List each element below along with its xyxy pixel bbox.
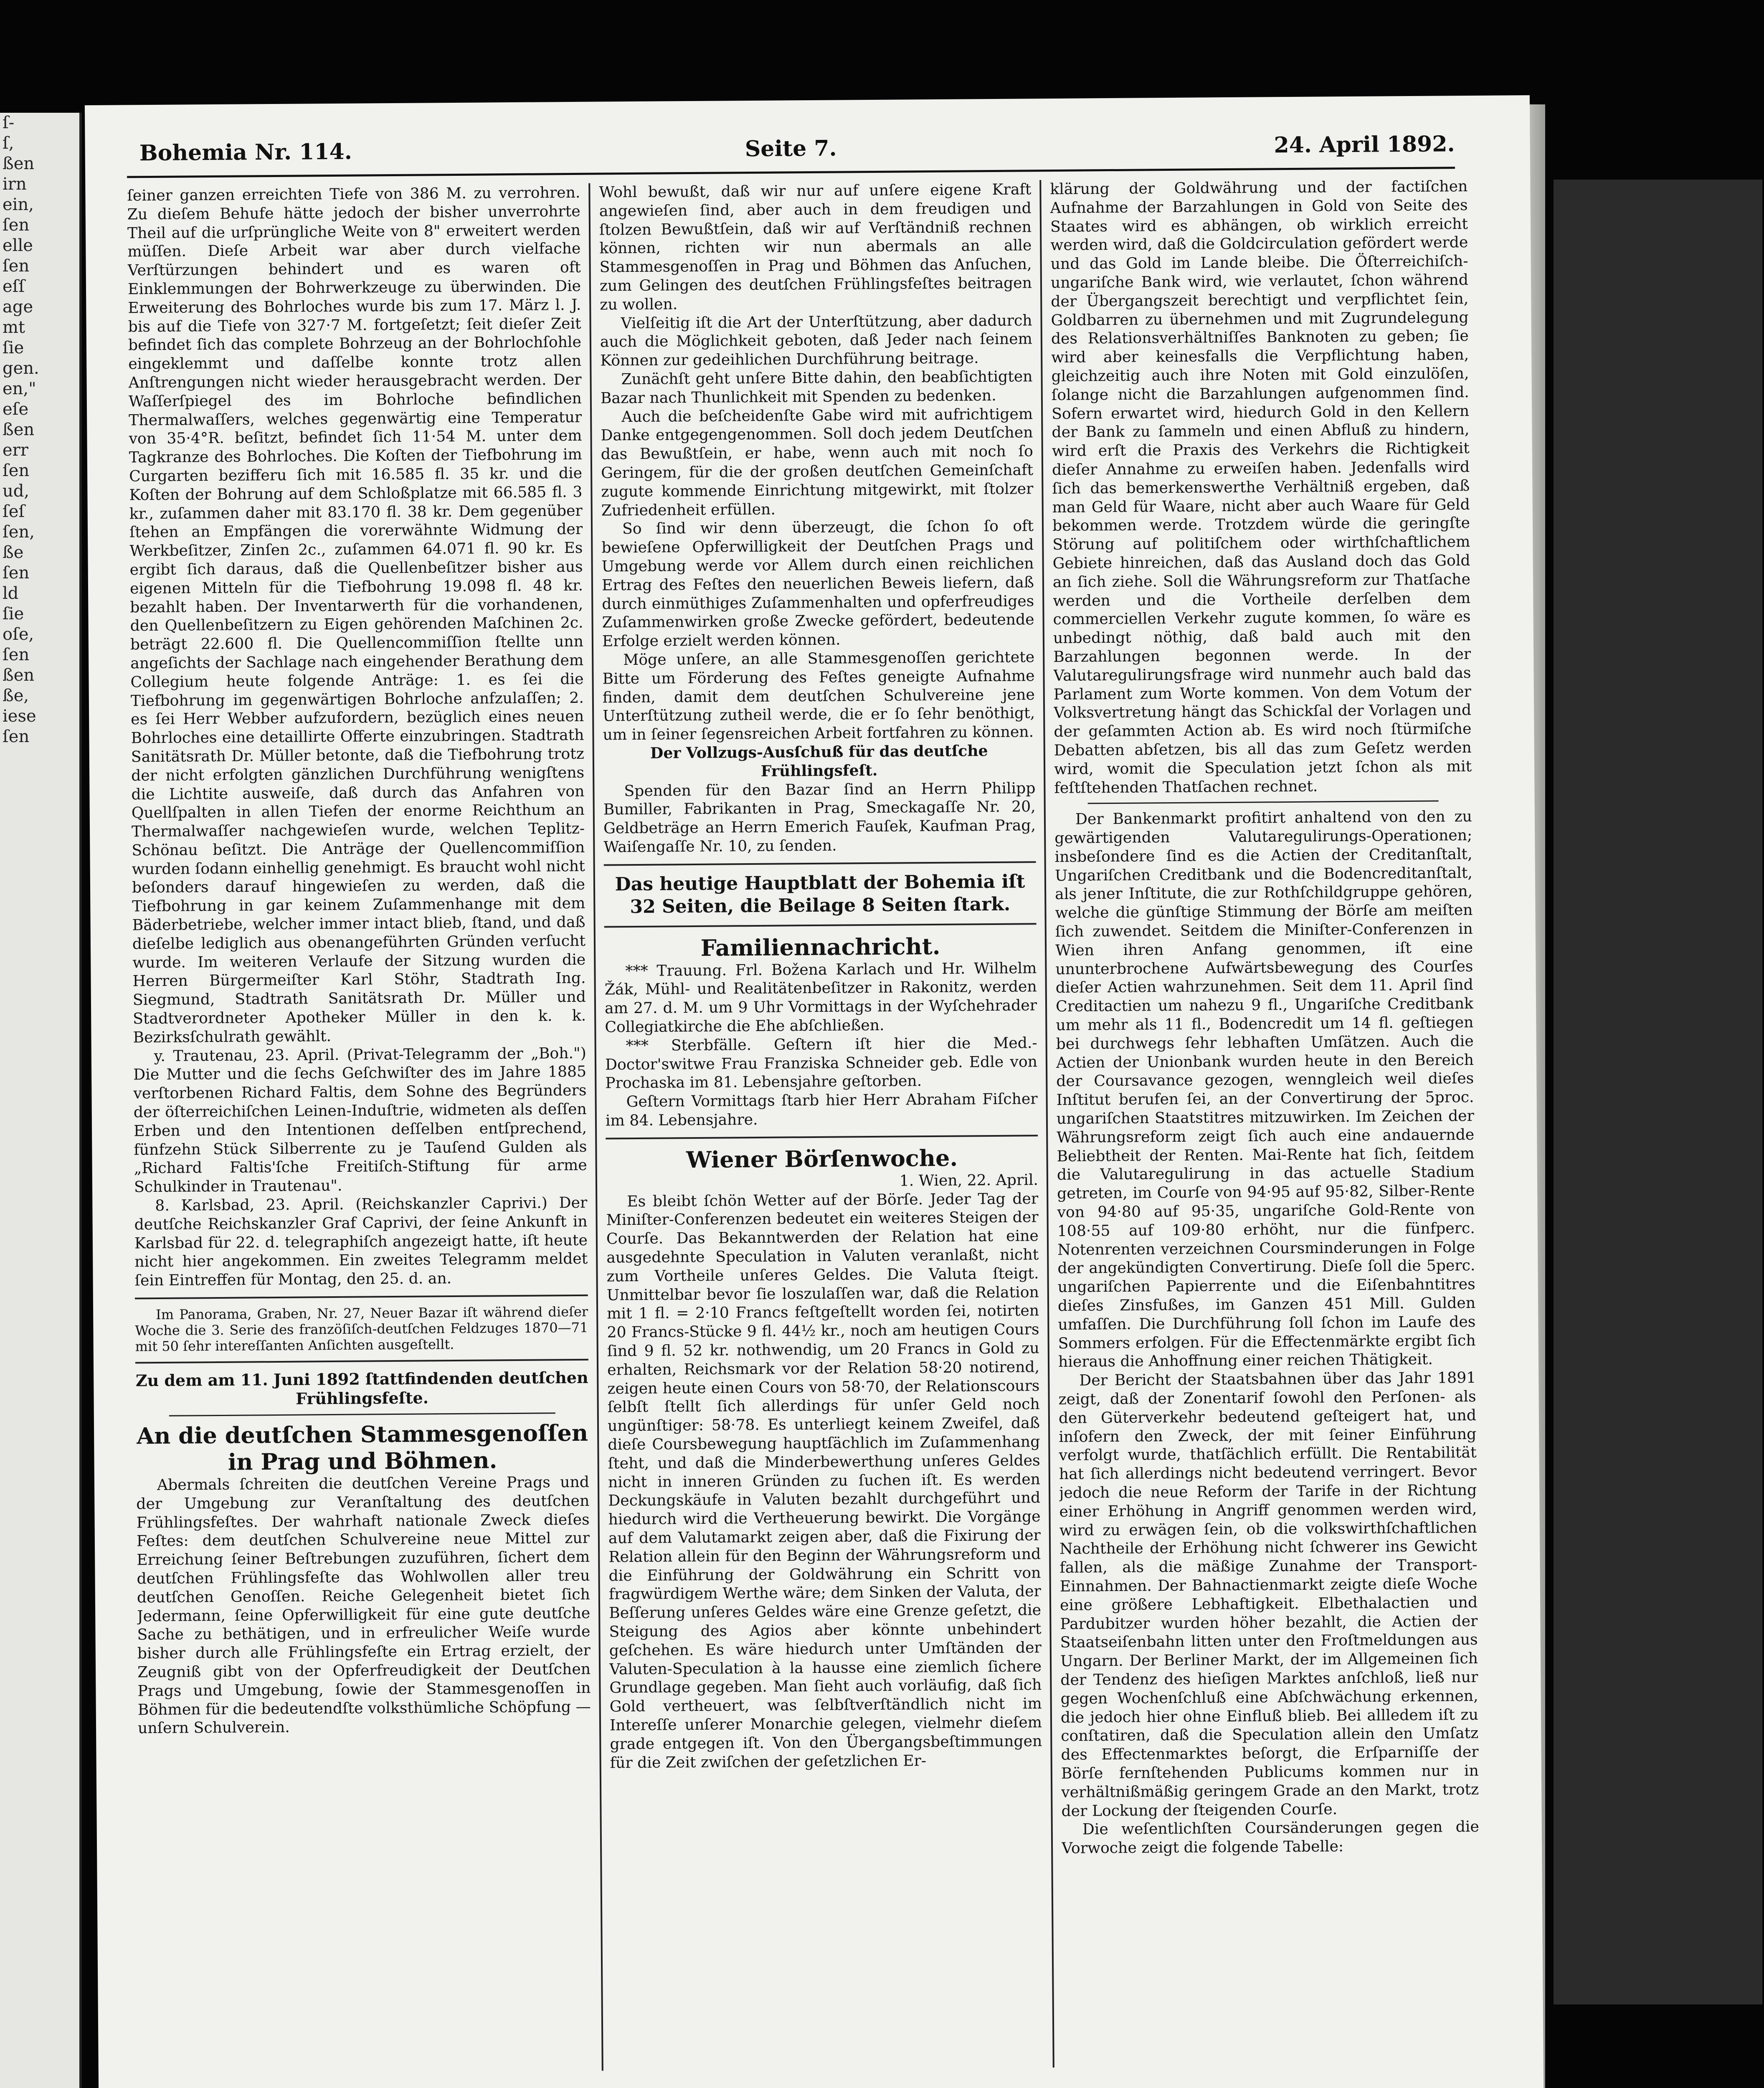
adjacent-page-line: ein,	[3, 195, 34, 214]
adjacent-page-line: irn	[3, 175, 27, 194]
notice-panorama: Im Panorama, Graben, Nr. 27, Neuer Bazar iſt während dieſer Woche die 3. Serie des franzöſiſch-deutſchen Feldzuges 1870—71 mit 50 ſehr intereſſanten Anſichten ausgeſtellt.	[135, 1303, 588, 1355]
adjacent-page-line: ſen	[3, 645, 30, 664]
adjacent-page-line: age	[3, 297, 33, 317]
adjacent-page-line: ud,	[3, 481, 30, 501]
adjacent-page-line: elle	[3, 236, 33, 255]
article-karlsbad: 8. Karlsbad, 23. April. (Reichskanzler Caprivi.) Der deutſche Reichskanzler Graf Caprivi, der ſeine Ankunft in Karlsbad für 22. d. telegraphiſch angezeigt hatte, iſt heute nicht hier angekommen. Ein zweites Telegramm meldet ſein Eintreffen für Montag, den 25. d. an.	[134, 1193, 588, 1290]
adjacent-page-line: ſen	[3, 727, 30, 746]
page-number: Seite 7.	[745, 135, 837, 162]
adjacent-page-line: ld	[3, 584, 19, 603]
divider	[135, 1359, 588, 1364]
family-news-death: *** Sterbfälle. Geſtern iſt hier die Med.-Doctor'switwe Frau Franziska Schneider geb. Edle von Prochaska im 81. Lebensjahre geſtorben.	[605, 1034, 1038, 1092]
adjacent-page-line: err	[3, 441, 28, 460]
divider	[604, 861, 1036, 866]
adjacent-page-line: ſen	[3, 215, 30, 235]
adjacent-page-line: ſ,	[3, 134, 14, 153]
divider	[604, 923, 1037, 927]
appeal-signature: Der Vollzugs-Ausſchuß für das deutſche Frühlingsfeſt.	[650, 741, 988, 780]
family-news-death-2: Geſtern Vormittags ſtarb hier Herr Abraham Fiſcher im 84. Lebensjahre.	[605, 1090, 1038, 1130]
appeal-request: Zunächſt geht unſere Bitte dahin, den beabſichtigten Bazar nach Thunlichkeit mit Spenden zu bedenken.	[600, 367, 1033, 407]
scan-background	[1554, 180, 1762, 2004]
adjacent-page-line: iese	[3, 707, 36, 726]
adjacent-page-line: ßen	[3, 420, 35, 439]
adjacent-page-line: en,"	[3, 379, 36, 398]
appeal-continued: Wohl bewußt, daß wir nur auf unſere eigene Kraft angewieſen ſind, aber auch in dem freudigen und ſtolzen Bewußtſein, daß wir auf Verſtändniß rechnen können, richten wir nun abermals an alle Stammesgenoſſen in Prag und Böhmen das Anſuchen, zum Gelingen des deutſchen Frühlingsfeſtes beitragen zu wollen.	[599, 180, 1032, 314]
adjacent-page-line: ßen	[3, 154, 35, 173]
issue-notice: Das heutige Hauptblatt der Bohemia iſt 32 Seiten, die Beilage 8 Seiten ſtark.	[615, 871, 1025, 917]
divider	[1088, 801, 1439, 804]
appeal-closing: Möge unſere, an alle Stammesgenoſſen gerichtete Bitte um Förderung des Feſtes geneigte Aufnahme finden, damit dem deutſchen Schulvereine jene Unterſtützung zutheil werde, die er ſo ſehr benöthigt, um in ſeiner ſegensreichen Arbeit fortfahren zu können.	[602, 648, 1035, 744]
appeal-text: Abermals ſchreiten die deutſchen Vereine Prags und der Umgebung zur Veranſtaltung des deutſchen Frühlingsfeſtes. Der wahrhaft nationale Zweck dieſes Feſtes: dem deutſchen Schulvereine neue Mittel zur Erreichung ſeiner Beſtrebungen zuzuführen, ſichert dem deutſchen Frühlingsfeſte das Wohlwollen aller treu deutſchen Genoſſen. Reiche Gelegenheit bietet ſich Jedermann, ſeine Opferwilligkeit für eine gute deutſche Sache zu bethätigen, und in erfreulicher Weiſe wurde bisher durch alle Frühlingsfeſte ein Ertrag erzielt, der Zeugniß gibt von der Opferfreudigkeit der Deutſchen Prags und Umgebung, ſowie der Stammesgenoſſen in Böhmen für die bedeutendſte volksthümliche Schöpfung — unſern Schulverein.	[136, 1472, 591, 1737]
appeal-support: Vielſeitig iſt die Art der Unterſtützung, aber dadurch auch die Möglichkeit geboten, daß Jeder nach ſeinem Können zur gedeihlichen Durchführung beitrage.	[600, 311, 1033, 370]
stock-week-text: Es bleibt ſchön Wetter auf der Börſe. Jeder Tag der Miniſter-Conferenzen bedeutet ein weiteres Steigen der Courſe. Das Bekanntwerden der Relation hat eine ausgedehnte Speculation in Valuten veranlaßt, nicht zum Vortheile unſeres Geldes. Die Valuta ſteigt. Unmittelbar bevor ſie loszulaſſen war, daß die Relation mit 1 fl. = 2·10 Francs feſtgeſtellt worden ſei, notirten 20 Francs-Stücke 9 fl. 44½ kr., noch am heutigen Cours ſind 9 fl. 52 kr. nothwendig, um 20 Francs in Gold zu erhalten, Reichsmark vor der Relation 58·20 notirend, zeigen heute einen Cours von 58·70, der Relationscours ſelbſt ſtellt ſich allerdings für unſer Geld noch ungünſtiger: 58·78. Es unterliegt keinem Zweifel, daß dieſe Coursbewegung hauptſächlich im Zuſammenhang ſteht, und daß die Minderbewerthung unſeres Geldes nicht in inneren Gründen zu ſuchen iſt. Es werden Deckungskäufe in Valuten bezahlt durchgeführt und hiedurch wird die Vertheuerung bewirkt. Die Vorgänge auf dem Valutamarkt zeigen aber, daß die Fixirung der Relation allein für den Beginn der Währungsreform und die Einführung der Goldwährung ein Schritt von fragwürdigem Werthe wäre; dem Sinken der Valuta, der Beſſerung unſeres Geldes wäre eine Grenze geſetzt, die Steigung des Agios aber könnte unbehindert geſchehen. Es wäre hiedurch unter Umſtänden der Valuten-Speculation à la hausse eine ziemlich ſichere Grundlage gegeben. Man ſieht auch vorläufig, daß ſich Gold vertheuert, was ſelbſtverſtändlich nicht im Intereſſe unſerer Monarchie gelegen, vielmehr dieſem grade entgegen iſt. Von den Übergangsbeſtimmungen für die Zeit zwiſchen der geſetzlichen Er-	[606, 1189, 1042, 1772]
divider	[135, 1295, 588, 1300]
adjacent-page-line: ſen	[3, 256, 30, 276]
article-text: ſeiner ganzen erreichten Tiefe von 386 M. zu verrohren. Zu dieſem Behufe hätte jedoch der bisher unverrohrte Theil auf die urſprüngliche Weite von 8" erweitert werden müſſen. Dieſe Arbeit war aber durch vielfache Verſtürzungen behindert und es waren oft Einklemmungen der Bohrwerkzeuge zu überwinden. Die Erweiterung des Bohrloches wurde bis zum 17. März l. J. bis auf die Tiefe von 327·7 M. fortgeſetzt; ſeit dieſer Zeit befindet ſich das complete Bohrzeug an der Bohrlochſohle eingeklemmt und daſſelbe konnte trotz allen Anſtrengungen nicht wieder herausgebracht werden. Der Waſſerſpiegel des im Bohrloche befindlichen Thermalwaſſers, welches gegenwärtig eine Temperatur von 35·4°R. beſitzt, befindet ſich 11·54 M. unter dem Tagkranze des Bohrloches. Die Koſten der Tiefbohrung im Curgarten bezifferu ſich mit 16.585 fl. 35 kr. und die Koſten der Bohrung auf dem Schloßplatze mit 66.585 fl. 3 kr., zuſammen daher mit 83.170 fl. 38 kr. Dem gegenüber ſtehen an Empfängen die vorerwähnte Widmung der Werkbeſitzer, Zinſen 2c., zuſammen 64.071 fl. 90 kr. Es ergibt ſich daraus, daß die Quellenbeſitzer bisher aus eigenen Mitteln für die Tiefbohrung 19.098 fl. 48 kr. bezahlt haben. Der Inventarwerth für die vorhandenen, den Quellenbeſitzern zu Eigen gehörenden Maſchinen 2c. beträgt 22.600 fl. Die Quellencommiſſion ſtellte unn angeſichts der Sachlage nach eingehender Berathung dem Collegium heute folgende Anträge: 1. es ſei die Tiefbohrung im gegenwärtigen Bohrloche anfzulaſſen; 2. es ſei Herr Webber aufzufordern, bezüglich eines neuen Bohrloches eine detaillirte Offerte einzubringen. Stadtrath Sanitätsrath Dr. Müller betonte, daß die Tiefbohrung trotz der nicht erfolgten gänzlichen Durchführung wenigſtens die Lichtite ausweiſe, daß durch das Anfahren von Quellſpalten in allen Tiefen der enorme Reichthum an Thermalwaſſer nachgewieſen wurde, welchen Teplitz-Schönau beſitzt. Die Anträge der Quellencommiſſion wurden ſodann einhellig genehmigt. Es braucht wohl nicht beſonders darauf hingewieſen zu werden, daß die Tiefbohrung in gar keinem Zuſammenhange mit dem Bäderbetriebe, welcher immer intact blieb, ſtand, und daß dieſelbe lediglich aus obenangeführten Gründen verſucht wurde. Im weiteren Verlaufe der Sitzung wurden die Herren Bürgermeiſter Karl Stöhr, Stadtrath Ing. Siegmund, Stadtrath Sanitätsrath Dr. Müller und Stadtverordneter Apotheker Müller in den k. k. Bezirksſchulrath gewählt.	[127, 183, 586, 1047]
adjacent-page-line: ße	[3, 543, 24, 562]
appeal-title: An die deutſchen Stammesgenoſſen in Prag und Böhmen.	[136, 1419, 588, 1475]
divider	[606, 1135, 1038, 1139]
adjacent-page-line: gen.	[3, 359, 39, 378]
page-header	[127, 131, 1455, 174]
masthead: Bohemia Nr. 114.	[139, 139, 352, 166]
appeal-donations: Spenden für den Bazar ſind an Herrn Philipp Bumiller, Fabrikanten in Prag, Smeckagaſſe Nr. 20, Geldbeträge an Herrn Emerich Fauſek, Kaufman Prag, Waiſengaſſe Nr. 10, zu ſenden.	[603, 778, 1036, 856]
stock-week-table-intro: Die weſentlichſten Coursänderungen gegen die Vorwoche zeigt die folgende Tabelle:	[1061, 1817, 1479, 1857]
appeal-conviction: So ſind wir denn überzeugt, die ſchon ſo oft bewieſene Opferwilligkeit der Deutſchen Prags und Umgebung werde vor Allem durch einen reichlichen Ertrag des Feſtes den neuerlichen Beweis liefern, daß durch einmüthiges Zuſammenhalten und opferfreudiges Zuſammenwirken große Zwecke gefördert, bedeutende Erfolge erzielt werden können.	[601, 517, 1034, 650]
adjacent-page-line: ſen	[3, 461, 30, 480]
adjacent-page-line: oſe,	[3, 625, 34, 644]
family-news-title: Familiennachricht.	[700, 933, 940, 961]
adjacent-page-line: ſen	[3, 563, 30, 583]
column-1	[127, 183, 593, 2074]
appeal-gift: Auch die beſcheidenſte Gabe wird mit aufrichtigem Danke entgegengenommen. Soll doch jedem Deutſchen das Bewußtſein, er habe, wenn auch mit noch ſo Geringem, für die der großen deutſchen Gemeinſchaft zugute kommende Einrichtung mitgewirkt, mit ſtolzer Zufriedenheit erfüllen.	[601, 404, 1034, 519]
stock-week-title: Wiener Börſenwoche.	[686, 1144, 958, 1173]
adjacent-page-line: eſe	[3, 400, 29, 419]
adjacent-page-line: ſeſ	[3, 502, 25, 521]
newspaper-page	[85, 95, 1544, 2088]
adjacent-page-line: mt	[3, 318, 25, 337]
adjacent-page-line: ßen	[3, 666, 35, 685]
stock-week-continued: klärung der Goldwährung und der factiſchen Aufnahme der Barzahlungen in Gold von Seite des Staates wird es abhängen, ob wirklich erreicht werden wird, daß die Goldcirculation gefördert werde und das Gold im Lande bleibe. Die Öſterreichiſch-ungariſche Bank wird, wie verlautet, ſchon während der Übergangszeit berechtigt und verpflichtet ſein, Goldbarren zu übernehmen und mit Zugrundelegung des Relationsverhältniſſes Banknoten zu geben; ſie wird aber keinesfalls die Verpflichtung haben, gleichzeitig auch ihre Noten mit Gold einzulöſen, ſolange nicht die Barzahlungen aufgenommen ſind. Sofern erwartet wird, hiedurch Gold in den Kellern der Bank zu ſammeln und einen Abfluß zu hindern, wird erſt die Praxis des Verkehrs die Richtigkeit dieſer Annahme zu erweiſen haben. Jedenfalls wird ſich das bemerkenswerthe Verhältniß ergeben, daß man Geld für Waare, nicht aber auch Waare für Geld bekommen werde. Trotzdem würde die geringſte Störung auf politiſchem oder wirthſchaftlichem Gebiete hinreichen, daß das Ausland doch das Gold an ſich ziehe. Soll die Währungsreform zur Thatſache werden und die Vortheile derſelben dem commerciellen Verkehr zugute kommen, ſo wäre es unbedingt nöthig, daß bald auch mit den Barzahlungen begonnen werde. In der Valutaregulirungsfrage wird nunmehr auch bald das Parlament zum Worte kommen. Von dem Votum der Volksvertretung hängt das Schickſal der Vorlagen und der geſammten Action ab. Es wird noch ſtürmiſche Debatten abſetzen, bis all das zum Geſetz werden wird, womit die Speculation jetzt ſchon als mit feſtſtehenden Thatſachen rechnet.	[1050, 177, 1472, 797]
divider	[169, 1412, 555, 1416]
stock-week-railways: Der Bericht der Staatsbahnen über das Jahr 1891 zeigt, daß der Zonentarif ſowohl den Perſonen- als den Güterverkehr bedeutend geſteigert hat, und inſofern den Zweck, der mit ſeiner Einführung verfolgt wurde, thatſächlich erfüllt. Die Rentabilität hat ſich allerdings nicht bedeutend verringert. Bevor jedoch die neue Reform der Tarife in der Richtung einer Erhöhung in Angriff genommen werden wird, wird zu erwägen ſein, ob die volkswirthſchaftlichen Nachtheile der Erhöhung nicht ſchwerer ins Gewicht fallen, als die mäßige Zunahme der Transport-Einnahmen. Der Bahnactienmarkt zeigte dieſe Woche eine größere Lebhaftigkeit. Elbethalactien und Pardubitzer wurden höher bezahlt, die Actien der Staatseiſenbahn litten unter den Froſtmeldungen aus Ungarn. Der Berliner Markt, der im Allgemeinen ſich der Tendenz des hieſigen Marktes anſchloß, ließ nur gegen Wochenſchluß eine Abſchwächung erkennen, die jedoch hier ohne Einfluß blieb. Bei allledem iſt zu conſtatiren, daß die Speculation allein den Umſatz des Effectenmarktes beſorgt, die Erſparniſſe der Börſe fernſtehenden Publicums kommen nur in verhältnißmäßig geringem Grade an den Markt, trotz der Lockung der ſteigenden Courſe.	[1058, 1368, 1479, 1820]
column-2	[599, 180, 1044, 2070]
adjacent-page-line: ſ-	[3, 113, 15, 132]
section-heading: Zu dem am 11. Juni 1892 ſtattfindenden deutſchen Frühlingsfeſte.	[135, 1368, 588, 1408]
issue-date: 24. April 1892.	[1274, 131, 1455, 158]
article-trautenau: y. Trautenau, 23. April. (Privat-Telegramm der „Boh.") Die Mutter und die ſechs Geſchwiſter des im Jahre 1885 verſtorbenen Richard Faltis, dem Sohne des Begründers der öſterreichiſchen Leinen-Induſtrie, widmeten als deſſen Erben und den Intentionen deſſelben entſprechend, fünfzehn Stück Silberrente zu je Tauſend Gulden als „Richard Faltis'ſche Freitiſch-Stiftung für arme Schulkinder in Trautenau".	[133, 1044, 587, 1196]
adjacent-page-fragment	[0, 113, 82, 2088]
adjacent-page-line: ße,	[3, 686, 29, 705]
adjacent-page-line: ſen,	[3, 522, 35, 542]
adjacent-page-line: ſie	[3, 604, 24, 623]
family-news-wedding: *** Trauung. Frl. Božena Karlach und Hr. Wilhelm Žák, Mühl- und Realitätenbeſitzer in Rakonitz, werden am 27. d. M. um 9 Uhr Vormittags in der Wyſchehrader Collegiatkirche die Ehe abſchließen.	[604, 958, 1037, 1036]
stock-week-dateline: 1. Wien, 22. April.	[899, 1171, 1039, 1190]
adjacent-page-line: ſie	[3, 338, 24, 357]
stock-week-banks: Der Bankenmarkt profitirt anhaltend von den zu gewärtigenden Valutaregulirungs-Operationen; insbeſondere ſind es die Actien der Creditanſtalt, Ungariſchen Creditbank und die Bodencreditanſtalt, als jener Inſtitute, die zur Rothſchildgruppe gehören, welche die günſtige Stimmung der Börſe am meiſten ſich zuwendet. Seitdem die Miniſter-Conferenzen in Wien ihren Anfang genommen, iſt eine ununterbrochene Aufwärtsbewegung des Courſes dieſer Actien wahrzunehmen. Seit dem 11. April ſind Creditactien um nahezu 9 fl., Ungariſche Creditbank um mehr als 11 fl., Bodencredit um 14 fl. geſtiegen bei durchwegs ſehr lebhaften Umſätzen. Auch die Actien der Unionbank wurden heute in den Bereich der Coursavance gezogen, wenngleich weil dieſes Inſtitut berufen ſei, an der Convertirung der 5proc. ungariſchen Staatstitres mitzuwirken. Im Zeichen der Währungsreform zeigt ſich auch eine andauernde Beliebtheit der Renten. Mai-Rente hat ſich, ſeitdem die Valutaregulirung in das actuelle Stadium getreten, im Courſe von 94·95 auf 95·82, Silber-Rente von 94·80 auf 95·35, ungariſche Gold-Rente von 108·55 auf 109·80 erhöht, nur die fünfperc. Notenrenten verzeichnen Coursminderungen in Folge der angekündigten Convertirung. Dieſe ſoll die 5perc. ungariſchen Papierrente und die Eiſenbahntitres dieſes Zinsfußes, im Ganzen 451 Mill. Gulden umfaſſen. Die Durchführung ſoll ſchon im Laufe des Sommers erfolgen. Für die Effectenmärkte ergibt ſich hieraus die Anhoffnung einer reichen Thätigkeit.	[1054, 807, 1476, 1371]
adjacent-page-line: eſſ	[3, 277, 25, 296]
column-3	[1050, 177, 1481, 2068]
